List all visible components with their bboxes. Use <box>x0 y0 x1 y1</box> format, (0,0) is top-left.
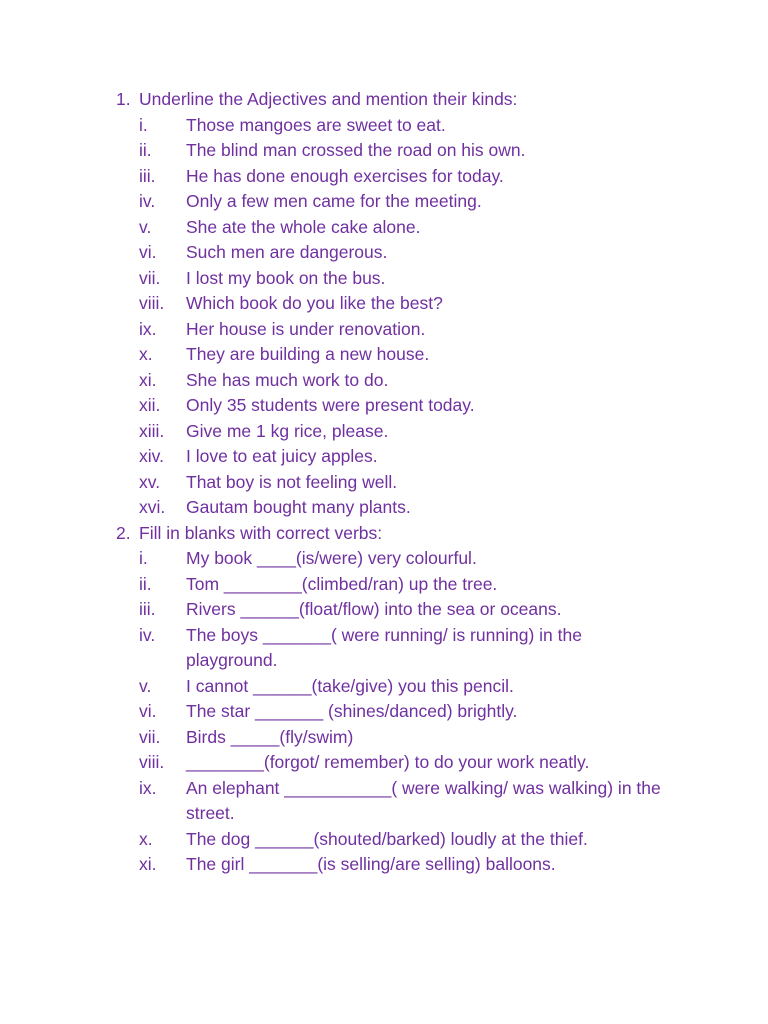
item-numeral: vii. <box>139 267 161 288</box>
list-item <box>0 470 768 496</box>
list-item <box>0 138 768 164</box>
item-numeral: xvi. <box>139 497 166 517</box>
item-sentence: Birds _____(fly/swim) <box>186 726 354 747</box>
item-numeral: xi. <box>139 369 157 390</box>
list-item <box>0 189 768 215</box>
list-item <box>0 725 768 751</box>
list-item <box>0 393 768 419</box>
item-sentence: Such men are dangerous. <box>186 242 388 262</box>
item-numeral: i. <box>139 548 148 568</box>
item-numeral: vi. <box>139 242 157 262</box>
list-item <box>0 495 768 521</box>
item-sentence: She has much work to do. <box>186 369 389 390</box>
item-sentence: That boy is not feeling well. <box>186 471 398 492</box>
item-sentence: The dog ______(shouted/barked) loudly at the thief. <box>186 828 588 849</box>
question-text: Fill in blanks with correct verbs: <box>139 522 383 543</box>
item-numeral: xv. <box>139 471 161 492</box>
list-item <box>0 342 768 368</box>
item-numeral: ix. <box>139 777 157 798</box>
item-sentence: Tom ________(climbed/ran) up the tree. <box>186 573 498 594</box>
item-sentence: I lost my book on the bus. <box>186 267 386 288</box>
item-numeral: v. <box>139 216 152 237</box>
item-numeral: x. <box>139 828 153 849</box>
item-numeral: vi. <box>139 701 157 721</box>
question-text: Underline the Adjectives and mention their kinds: <box>139 89 518 109</box>
item-numeral: vii. <box>139 726 161 747</box>
item-sentence: She ate the whole cake alone. <box>186 216 421 237</box>
item-numeral: ix. <box>139 318 157 339</box>
list-item <box>0 215 768 241</box>
question-number: 2. <box>116 522 131 543</box>
item-numeral: iii. <box>139 165 156 186</box>
list-item <box>0 674 768 700</box>
item-numeral: viii. <box>139 752 165 772</box>
item-numeral: xii. <box>139 395 161 415</box>
list-item <box>0 546 768 572</box>
list-item <box>0 852 768 878</box>
item-sentence: Only 35 students were present today. <box>186 395 475 415</box>
item-sentence: ________(forgot/ remember) to do your work neatly. <box>186 752 590 772</box>
item-sentence: Give me 1 kg rice, please. <box>186 420 389 441</box>
item-sentence: Gautam bought many plants. <box>186 497 411 517</box>
item-numeral: ii. <box>139 140 152 160</box>
list-item <box>0 317 768 343</box>
list-item <box>0 266 768 292</box>
list-item <box>0 623 768 674</box>
item-numeral: xiv. <box>139 446 164 466</box>
item-sentence: The girl _______(is selling/are selling) balloons. <box>186 854 556 874</box>
list-item <box>0 572 768 598</box>
item-sentence: He has done enough exercises for today. <box>186 165 504 186</box>
item-numeral: xi. <box>139 854 157 874</box>
item-sentence: Those mangoes are sweet to eat. <box>186 114 446 135</box>
item-sentence: Which book do you like the best? <box>186 293 443 313</box>
item-sentence: My book ____(is/were) very colourful. <box>186 548 477 568</box>
item-sentence: Rivers ______(float/flow) into the sea or oceans. <box>186 599 562 619</box>
item-numeral: i. <box>139 114 148 135</box>
item-numeral: iv. <box>139 624 156 645</box>
list-item <box>0 827 768 853</box>
item-sentence: The blind man crossed the road on his own. <box>186 140 526 160</box>
list-item <box>0 699 768 725</box>
item-numeral: v. <box>139 675 152 696</box>
list-item <box>0 368 768 394</box>
item-sentence: Her house is under renovation. <box>186 318 426 339</box>
list-item <box>0 776 768 827</box>
section-verbs <box>0 521 768 878</box>
list-item <box>0 164 768 190</box>
item-numeral: iv. <box>139 191 156 211</box>
question-number: 1. <box>116 89 131 109</box>
item-sentence: I cannot ______(take/give) you this pencil. <box>186 675 514 696</box>
list-item <box>0 597 768 623</box>
list-item <box>0 750 768 776</box>
item-sentence: Only a few men came for the meeting. <box>186 191 482 211</box>
section-adjectives <box>0 87 768 521</box>
item-sentence: I love to eat juicy apples. <box>186 446 378 466</box>
list-item <box>0 444 768 470</box>
item-numeral: iii. <box>139 599 156 619</box>
item-numeral: xiii. <box>139 420 165 441</box>
list-item <box>0 240 768 266</box>
item-numeral: x. <box>139 344 153 364</box>
list-item <box>0 419 768 445</box>
item-numeral: viii. <box>139 293 165 313</box>
item-sentence: The boys _______( were running/ is running) in the playground. <box>186 624 582 670</box>
item-numeral: ii. <box>139 573 152 594</box>
list-item <box>0 291 768 317</box>
worksheet-page <box>0 87 768 878</box>
item-sentence: An elephant ___________( were walking/ was walking) in the street. <box>186 777 661 823</box>
list-item <box>0 113 768 139</box>
item-sentence: They are building a new house. <box>186 344 430 364</box>
question-heading <box>0 87 768 113</box>
question-heading <box>0 521 768 547</box>
item-sentence: The star _______ (shines/danced) brightly. <box>186 701 518 721</box>
